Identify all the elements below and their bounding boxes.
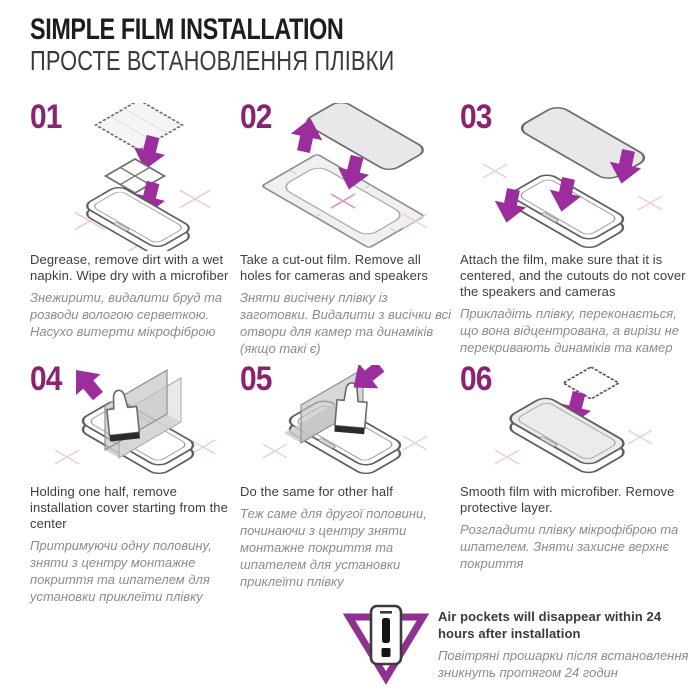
- step-02-text-uk: Зняти висічену плівку із заготовки. Видалити з висічки всі отвори для камер та динаміків (якщо такі є): [240, 290, 451, 356]
- warning-triangle-exclamation-phone-icon: [342, 600, 430, 688]
- footer-note-uk: Повітряні прошарки після встановлення зникнуть протягом 24 годин: [438, 647, 689, 680]
- step-03-number: 03: [460, 98, 492, 136]
- step-06: [460, 362, 693, 597]
- step-01-number: 01: [30, 98, 62, 136]
- step-05: [240, 362, 453, 597]
- step-01-text-en: Degrease, remove dirt with a wet napkin. Wipe dry with a microfiber: [30, 252, 229, 284]
- step-03-text-uk: Прикладіть плівку, переконається, що вона відцентрована, а вирізи не перекривають динаміків та камер: [460, 306, 680, 356]
- step-02-text-en: Take a cut-out film. Remove all holes for cameras and speakers: [240, 252, 428, 284]
- footer-note: [438, 609, 694, 682]
- step-02-number: 02: [240, 98, 272, 136]
- step-02-illustration: [245, 103, 445, 251]
- step-01-text-uk: Знежирити, видалити бруд та розводи вологою серветкою. Насухо витерти мікрофіброю: [30, 290, 222, 339]
- header: [30, 14, 497, 76]
- cutting-sheet-icon: [262, 154, 425, 248]
- step-05-illustration: [245, 365, 445, 485]
- step-04-illustration: [35, 365, 235, 485]
- step-06-text-uk: Розгладити плівку мікрофіброю та шпателем. Зняти захисне верхнє покриття: [460, 522, 679, 571]
- step-05-text-uk: Теж саме для другої половини, починаючи з центру зняти монтажне покриття та шпателем для установки приклеїти плівку: [240, 506, 427, 589]
- step-01: [30, 100, 230, 360]
- step-04-number: 04: [30, 360, 62, 398]
- step-06-number: 06: [460, 360, 492, 398]
- step-05-number: 05: [240, 360, 272, 398]
- step-06-illustration: [465, 365, 675, 485]
- step-04: [30, 360, 230, 604]
- napkin-icon: [96, 103, 183, 150]
- phone-with-film-icon: [505, 395, 628, 475]
- step-02: [240, 100, 453, 360]
- step-03: [460, 100, 693, 360]
- step-03-text-en: Attach the film, make sure that it is centered, and the cutouts do not cover the speakers and cameras: [460, 252, 686, 300]
- step-04-text-en: Holding one half, remove installation cover starting from the center: [30, 484, 228, 532]
- page-subtitle: ПРОСТЕ ВСТАНОВЛЕННЯ ПЛІВКИ: [30, 45, 395, 77]
- step-05-text-en: Do the same for other half: [240, 484, 393, 499]
- step-03-illustration: [465, 103, 675, 251]
- step-04-text-uk: Притримуючи одну половину, зняти з центру монтажне покриття та шпателем для установки приклеїти плівку: [30, 538, 212, 604]
- step-01-illustration: [35, 103, 235, 251]
- page-title: SIMPLE FILM INSTALLATION: [30, 13, 344, 46]
- microfiber-icon: [563, 367, 618, 399]
- step-06-text-en: Smooth film with microfiber. Remove protective layer.: [460, 484, 675, 516]
- footer-note-en: Air pockets will disappear within 24 hours after installation: [438, 609, 662, 641]
- arrow-icon: [64, 365, 110, 406]
